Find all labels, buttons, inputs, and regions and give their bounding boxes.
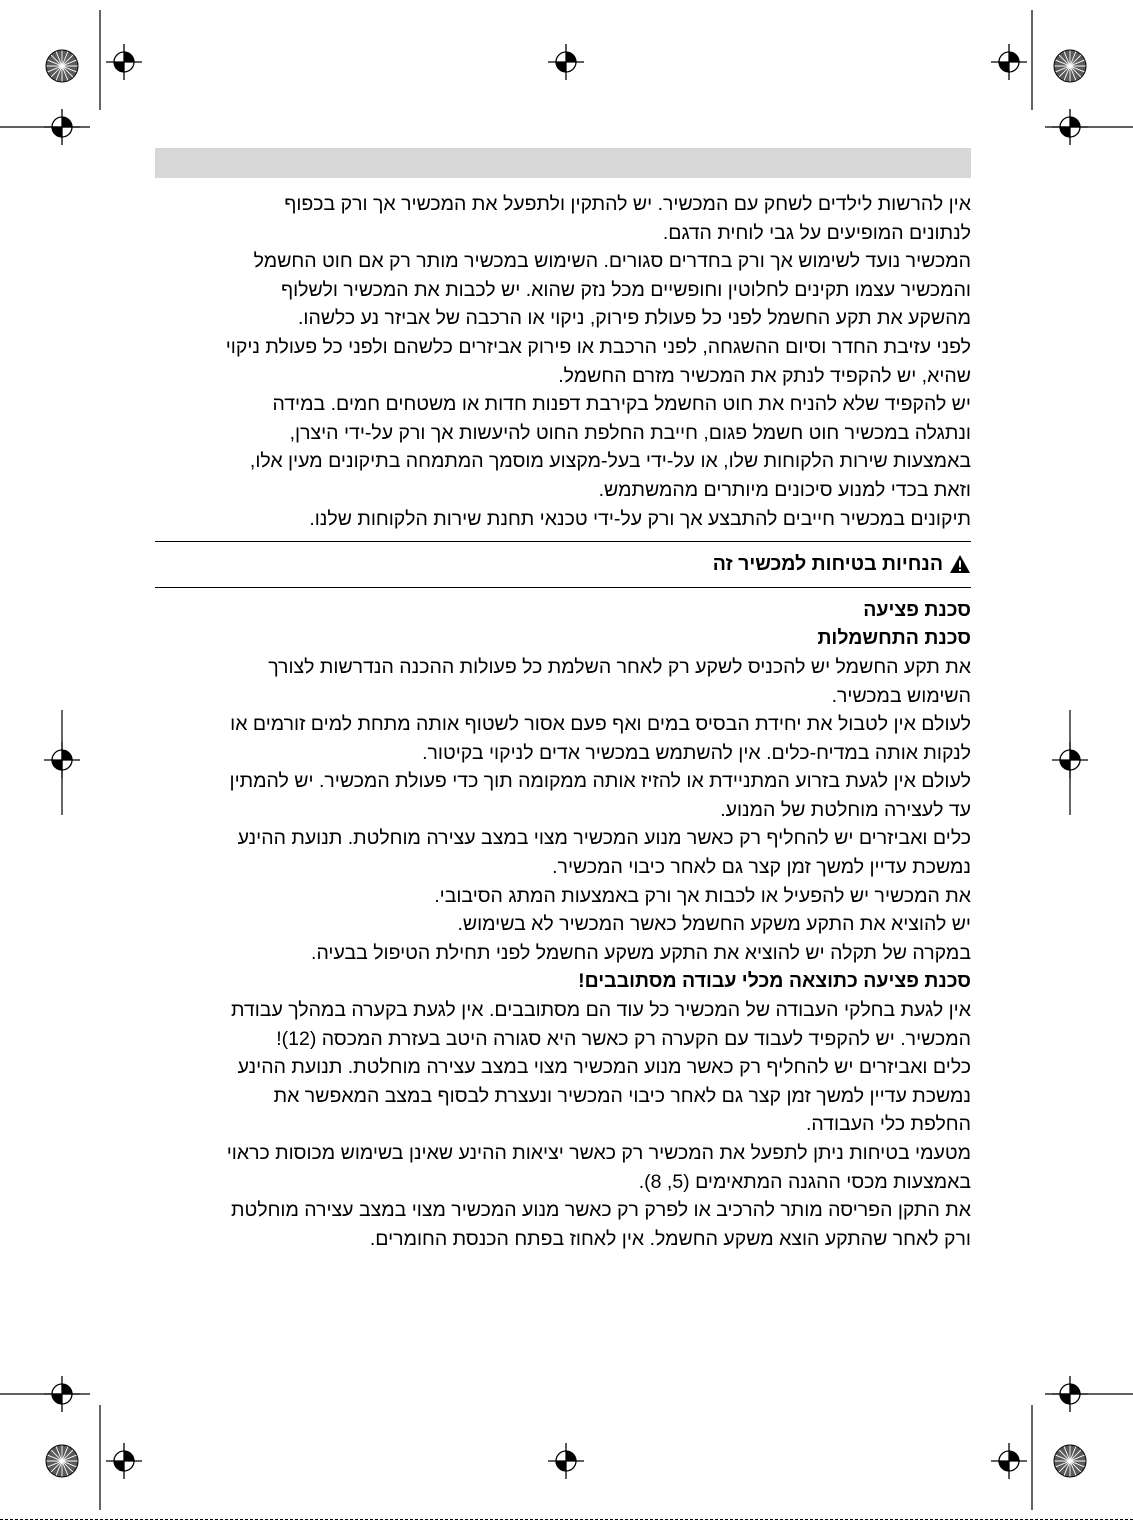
electric-line: לעולם אין לטבול את יחידת הבסיס במים ואף פעם אסור לשטוף אותה מתחת למים זורמים או — [230, 713, 971, 736]
section-header-bar — [155, 148, 971, 178]
electric-line: השימוש במכשיר. — [831, 684, 971, 707]
electric-line: לנקות אותה במדיח-כלים. אין להשתמש במכשיר אדים לניקוי בקיטור. — [422, 741, 971, 764]
electric-line: את המכשיר יש להפעיל או לכבות אך ורק באמצעות המתג הסיבובי. — [434, 884, 971, 907]
divider-bottom — [155, 587, 971, 588]
electric-shock-label: סכנת התחשמלות — [817, 627, 971, 650]
rotating-section — [155, 996, 971, 1253]
document-body — [155, 190, 971, 1253]
rotating-line: מטעמי בטיחות ניתן לתפעל את המכשיר רק כאשר יציאות ההינע שאינן בשימוש מכוסות כראוי — [226, 1142, 971, 1164]
rotating-line: המכשיר. יש להקפיד לעבוד עם הקערה רק כאשר היא סגורה היטב בעזרת המכסה (12)! — [276, 1027, 971, 1050]
rotating-line: אין לגעת בחלקי העבודה של המכשיר כל עוד הם מסתובבים. אין לגעת בקערה במהלך עבודת — [231, 999, 971, 1022]
rotating-line: את התקן הפריסה מותר להרכיב או לפרק רק כאשר מנוע המכשיר מצוי במצב עצירה מוחלטת — [231, 1199, 971, 1222]
intro-section — [155, 190, 971, 533]
rotating-line: החלפת כלי העבודה. — [805, 1113, 971, 1136]
intro-line: אין להרשות לילדים לשחק עם המכשיר. יש להתקין ולתפעל את המכשיר אך ורק בכפוף — [284, 193, 971, 215]
intro-line: וזאת בכדי למנוע סיכונים מיותרים מהמשתמש. — [598, 478, 971, 501]
intro-line: ונתגלה במכשיר חוט חשמל פגום, חייבת החלפת החוט להיעשות אך ורק על-ידי היצרן, — [289, 421, 971, 444]
intro-line: תיקונים במכשיר חייבים להתבצע אך ורק על-ידי טכנאי תחנת שירות הלקוחות שלנו. — [309, 507, 971, 530]
safety-heading-text: הנחיות בטיחות למכשיר זה — [712, 553, 943, 576]
electric-line: יש להוציא את התקע משקע החשמל כאשר המכשיר לא בשימוש. — [457, 913, 971, 936]
divider-top — [155, 541, 971, 542]
rotating-line: באמצעות מכסי ההגנה המתאימים (5, 8). — [638, 1170, 971, 1193]
danger-injury-label: סכנת פציעה — [863, 598, 971, 621]
intro-line: המכשיר נועד לשימוש אך ורק בחדרים סגורים. השימוש במכשיר מותר רק אם חוט החשמל — [253, 250, 971, 273]
electric-line: נמשכת עדיין למשך זמן קצר גם לאחר כיבוי המכשיר. — [552, 856, 971, 879]
intro-line: שהיא, יש להקפיד לנתק את המכשיר מזרם החשמל. — [558, 364, 971, 387]
rotating-line: נמשכת עדיין למשך זמן קצר גם לאחר כיבוי המכשיר ונעצרת לבסוף במצב המאפשר את — [273, 1084, 971, 1107]
rotating-line: ורק לאחר שהתקע הוצא משקע החשמל. אין לאחוז בפתח הכנסת החומרים. — [369, 1227, 971, 1250]
intro-line: והמכשיר עצמו תקינים לחלוטין וחופשיים מכל נזק שהוא. יש לכבות את המכשיר ולשלוף — [280, 278, 971, 301]
electric-line: לעולם אין לגעת בזרוע המתניידת או להזיז אותה ממקומה תוך כדי פעולת המכשיר. יש להמתין — [229, 770, 971, 793]
rotating-line: כלים ואביזרים יש להחליף רק כאשר מנוע המכשיר מצוי במצב עצירה מוחלטת. תנועת ההינע — [237, 1056, 971, 1079]
electric-line: במקרה של תקלה יש להוציא את התקע משקע החשמל לפני תחילת הטיפול בבעיה. — [311, 941, 971, 964]
electric-line: את תקע החשמל יש להכניס לשקע רק לאחר השלמת כל פעולות ההכנה הנדרשות לצורך — [268, 655, 971, 678]
intro-line: מהשקע את תקע החשמל לפני כל פעולת פירוק, ניקוי או הרכבה של אביזר נע כלשהו. — [298, 307, 971, 330]
warning-triangle-icon — [949, 554, 971, 574]
intro-line: באמצעות שירות הלקוחות שלו, או על-ידי בעל-מקצוע מוסמך המתמחה בתיקונים מעין אלו, — [249, 450, 971, 473]
intro-line: יש להקפיד שלא להניח את חוט החשמל בקירבת דפנות חדות או משטחים חמים. במידה — [272, 393, 971, 416]
electric-line: כלים ואביזרים יש להחליף רק כאשר מנוע המכשיר מצוי במצב עצירה מוחלטת. תנועת ההינע — [237, 827, 971, 850]
intro-line: לנתונים המופיעים על גבי לוחית הדגם. — [662, 221, 971, 244]
intro-line: לפני עזיבת החדר וסיום ההשגחה, לפני הרכבת או פירוק אביזרים כלשהם ולפני כל פעולת ניקוי — [225, 335, 971, 358]
electric-section — [155, 653, 971, 968]
rotating-tools-label: סכנת פציעה כתוצאה מכלי עבודה מסתובבים! — [578, 970, 971, 993]
trim-line — [0, 1519, 1133, 1520]
electric-line: עד לעצירה מוחלטת של המנוע. — [720, 798, 971, 821]
safety-heading — [155, 550, 971, 579]
